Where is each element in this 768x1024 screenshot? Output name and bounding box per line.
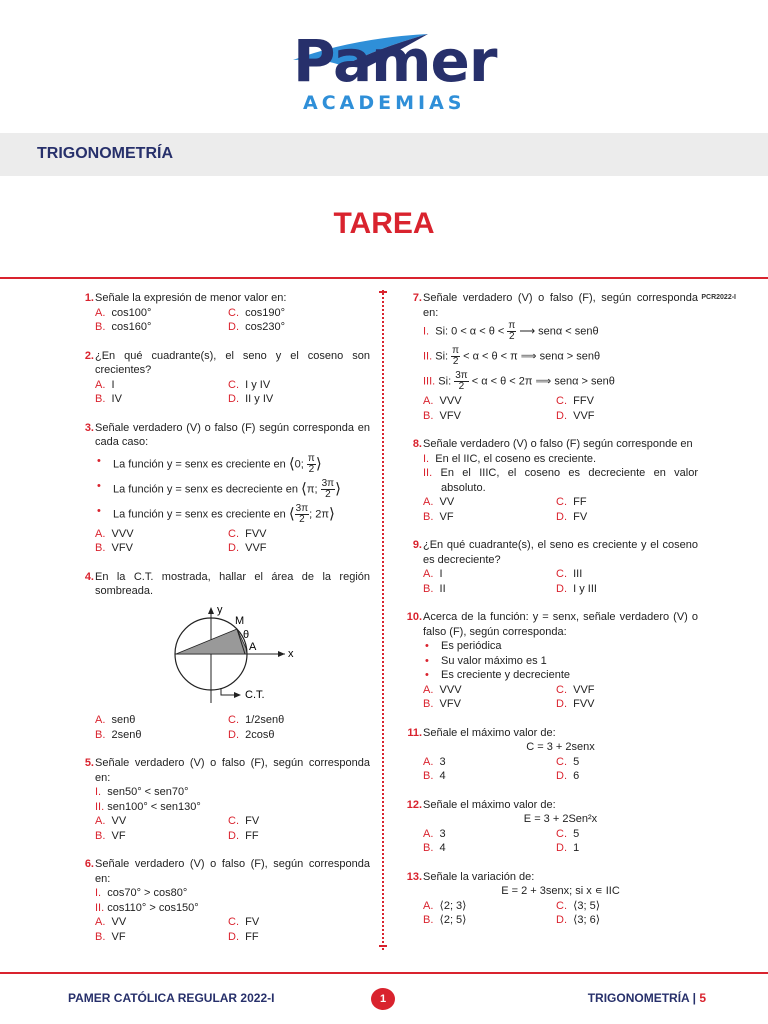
question-stem: Señale verdadero (V) o falso (F), según corresponda en: [95, 858, 370, 885]
brand-name: Pamer [293, 27, 497, 95]
option-a[interactable]: A. ⟨2; 3⟩ [423, 899, 467, 912]
subject-band [0, 133, 768, 176]
question-7 [398, 291, 698, 423]
question-number: 10. [406, 611, 422, 623]
option-a[interactable]: A. VVV [95, 527, 134, 540]
expression: E = 2 + 3senx; si x ∊ IIC [501, 885, 620, 897]
footer-course: PAMER CATÓLICA REGULAR 2022-I [68, 991, 275, 1005]
option-b[interactable]: B. VF [95, 829, 126, 842]
question-3 [70, 421, 370, 556]
question-stem: ¿En qué cuadrante(s), el seno y el coseno son crecientes? [95, 349, 370, 376]
question-number: 2. [84, 349, 94, 362]
answer-options [95, 814, 370, 843]
answer-options [95, 915, 370, 944]
option-c[interactable]: C. cos190° [228, 306, 285, 319]
option-d[interactable]: D. VVF [228, 542, 267, 554]
answer-options [423, 899, 698, 928]
right-column [398, 291, 698, 942]
question-number: 5. [84, 757, 94, 769]
option-b[interactable]: B. VFV [95, 542, 133, 554]
answer-options [423, 827, 698, 856]
answer-options [423, 755, 698, 784]
statement-2: II. Si: $\frac{\pi}{2}$ < α < θ < π ⟹ senα > senθ [423, 345, 601, 367]
question-12 [398, 798, 698, 856]
answer-options [423, 394, 698, 423]
option-d[interactable]: D. ⟨3; 6⟩ [556, 914, 601, 926]
statement-2: II. cos110° > cos150° [95, 901, 199, 914]
question-number: 9. [412, 539, 422, 551]
question-number: 12. [406, 798, 422, 811]
x-axis-label: x [288, 647, 294, 660]
statement-1: I. cos70° > cos80° [95, 887, 188, 899]
option-c[interactable]: C. FFV [556, 395, 594, 407]
question-6 [70, 857, 370, 944]
footer-subject: TRIGONOMETRÍA | 5 [587, 991, 706, 1005]
answer-options [423, 495, 698, 524]
question-number: 6. [84, 858, 94, 870]
option-d[interactable]: D. FVV [556, 698, 595, 710]
option-a[interactable]: A. 3 [423, 827, 446, 840]
option-b[interactable]: B. IV [95, 393, 122, 405]
question-5 [70, 756, 370, 843]
option-b[interactable]: B. VFV [423, 698, 461, 710]
option-a[interactable]: A. senθ [95, 714, 136, 726]
statement-1: I. En el IIC, el coseno es creciente. [423, 452, 597, 465]
question-stem: Señale verdadero (V) o falso (F) según corresponda en cada caso: [95, 421, 370, 448]
option-c[interactable]: C. FV [228, 916, 260, 928]
question-13 [398, 870, 698, 928]
question-number: 7. [412, 292, 422, 304]
question-stem: Señale verdadero (V) o falso (F), según corresponda en: [423, 292, 698, 319]
answer-options [423, 683, 698, 712]
option-d[interactable]: D. FF [228, 930, 259, 943]
unit-circle-figure [157, 603, 297, 707]
statement-2: II. En el IIIC, el coseno es decreciente en valor absoluto. [423, 467, 698, 494]
option-b[interactable]: B. II [423, 582, 446, 595]
subject-title: TRIGONOMETRÍA [37, 145, 173, 162]
question-11 [398, 726, 698, 784]
option-a[interactable]: A. I [423, 568, 443, 580]
statement-1: I. sen50° < sen70° [95, 786, 189, 798]
question-number: 4. [84, 570, 94, 583]
question-stem: ¿En qué cuadrante(s), el seno es creciente y el coseno es decreciente? [423, 539, 698, 566]
question-stem: Acerca de la función: y = senx, señale verdadero (V) o falso (F), según corresponda: [423, 611, 698, 638]
theta-label: θ [243, 628, 250, 641]
statement-2: • La función y = senx es decreciente en ⟨π; $\frac{3\pi}{2}$ ⟩ [95, 479, 370, 500]
question-number: 1. [84, 292, 94, 304]
option-c[interactable]: C. 5 [556, 755, 580, 768]
option-d[interactable]: D. 6 [556, 770, 580, 782]
question-4 [70, 570, 370, 743]
option-d[interactable]: D. VVF [556, 409, 595, 422]
column-divider [382, 290, 384, 950]
option-d[interactable]: D. II y IV [228, 393, 274, 405]
option-a[interactable]: A. I [95, 378, 115, 391]
option-c[interactable]: C. 5 [556, 827, 580, 840]
question-number: 11. [407, 726, 422, 739]
statement-1: I. Si: 0 < α < θ < $\frac{\pi}{2}$ ⟶ senα < senθ [423, 320, 599, 342]
divider-cap-top [379, 291, 387, 293]
option-b[interactable]: B. 4 [423, 770, 446, 782]
option-c[interactable]: C. FF [556, 496, 587, 508]
answer-options [95, 306, 370, 335]
question-stem: Señale verdadero (V) o falso (F) según corresponde en [423, 438, 693, 450]
footer-divider [0, 972, 768, 974]
question-8 [398, 437, 698, 524]
answer-options [95, 713, 370, 742]
page-title: TAREA [333, 207, 435, 240]
footer-page-number: 5 [699, 991, 706, 1005]
statement-1: • Es periódica [423, 639, 698, 654]
divider-cap-bottom [379, 945, 387, 947]
ct-label: C.T. [245, 688, 265, 701]
option-a[interactable]: A. VV [423, 496, 455, 508]
option-c[interactable]: C. I y IV [228, 378, 271, 391]
y-axis-label: y [217, 603, 223, 616]
question-stem: Señale verdadero (V) o falso (F), según corresponda en: [95, 757, 370, 784]
question-number: 3. [84, 421, 94, 434]
brand-subtitle: ACADEMIAS [303, 92, 466, 114]
question-2 [70, 349, 370, 407]
point-a-label: A [249, 640, 257, 653]
document-code: PCR2022-I [701, 294, 736, 301]
point-m-label: M [235, 614, 245, 627]
option-d[interactable]: D. I y III [556, 582, 597, 595]
answer-options [423, 567, 698, 596]
answer-options [95, 527, 370, 556]
question-stem: Señale la expresión de menor valor en: [95, 292, 287, 304]
option-b[interactable]: B. VF [95, 930, 126, 943]
option-b[interactable]: B. 4 [423, 842, 446, 854]
option-d[interactable]: D. FV [556, 510, 588, 523]
question-stem: Señale el máximo valor de: [423, 798, 556, 811]
question-1 [70, 291, 370, 335]
statement-3: • Es creciente y decreciente [423, 668, 698, 683]
statement-3: • La función y = senx es creciente en ⟨ $\frac{3\pi}{2}$ ; 2π⟩ [95, 504, 370, 525]
question-10 [398, 610, 698, 712]
option-a[interactable]: A. VVV [423, 683, 462, 696]
option-b[interactable]: B. VFV [423, 409, 461, 422]
page-number-badge: 1 [371, 988, 395, 1010]
question-9 [398, 538, 698, 596]
option-a[interactable]: A. VV [95, 815, 127, 827]
option-b[interactable]: B. ⟨2; 5⟩ [423, 914, 467, 926]
option-c[interactable]: C. VVF [556, 683, 595, 696]
option-a[interactable]: A. cos100° [95, 306, 152, 319]
top-divider [0, 277, 768, 279]
option-c[interactable]: C. 1/2senθ [228, 714, 285, 726]
option-d[interactable]: D. cos230° [228, 321, 285, 333]
statement-2: II. sen100° < sen130° [95, 800, 201, 813]
option-a[interactable]: A. VVV [423, 395, 462, 407]
option-b[interactable]: B. VF [423, 510, 454, 523]
expression: E = 3 + 2Sen²x [523, 813, 598, 825]
option-c[interactable]: C. III [556, 568, 583, 580]
statement-1: • La función y = senx es creciente en ⟨0; $\frac{\pi}{2}$ ⟩ [95, 454, 370, 475]
question-stem: Señale el máximo valor de: [423, 726, 556, 739]
answer-options [95, 378, 370, 407]
option-a[interactable]: A. VV [95, 916, 127, 928]
option-b[interactable]: B. 2senθ [95, 728, 142, 741]
statement-3: III. Si: $\frac{3\pi}{2}$ < α < θ < 2π ⟹ senα > senθ [423, 370, 615, 392]
option-c[interactable]: C. FVV [228, 527, 267, 540]
question-number: 8. [412, 438, 422, 450]
option-b[interactable]: B. cos160° [95, 321, 152, 333]
option-d[interactable]: D. FF [228, 829, 259, 842]
option-a[interactable]: A. 3 [423, 755, 446, 768]
left-column [70, 291, 370, 958]
question-stem: En la C.T. mostrada, hallar el área de la región sombreada. [95, 570, 370, 597]
question-stem: Señale la variación de: [423, 870, 535, 883]
option-d[interactable]: D. 2cosθ [228, 728, 275, 741]
statement-2: • Su valor máximo es 1 [423, 654, 698, 669]
option-c[interactable]: C. FV [228, 815, 260, 827]
option-c[interactable]: C. ⟨3; 5⟩ [556, 899, 601, 912]
expression: C = 3 + 2senx [526, 741, 595, 753]
question-number: 13. [406, 870, 422, 883]
option-d[interactable]: D. 1 [556, 842, 580, 854]
